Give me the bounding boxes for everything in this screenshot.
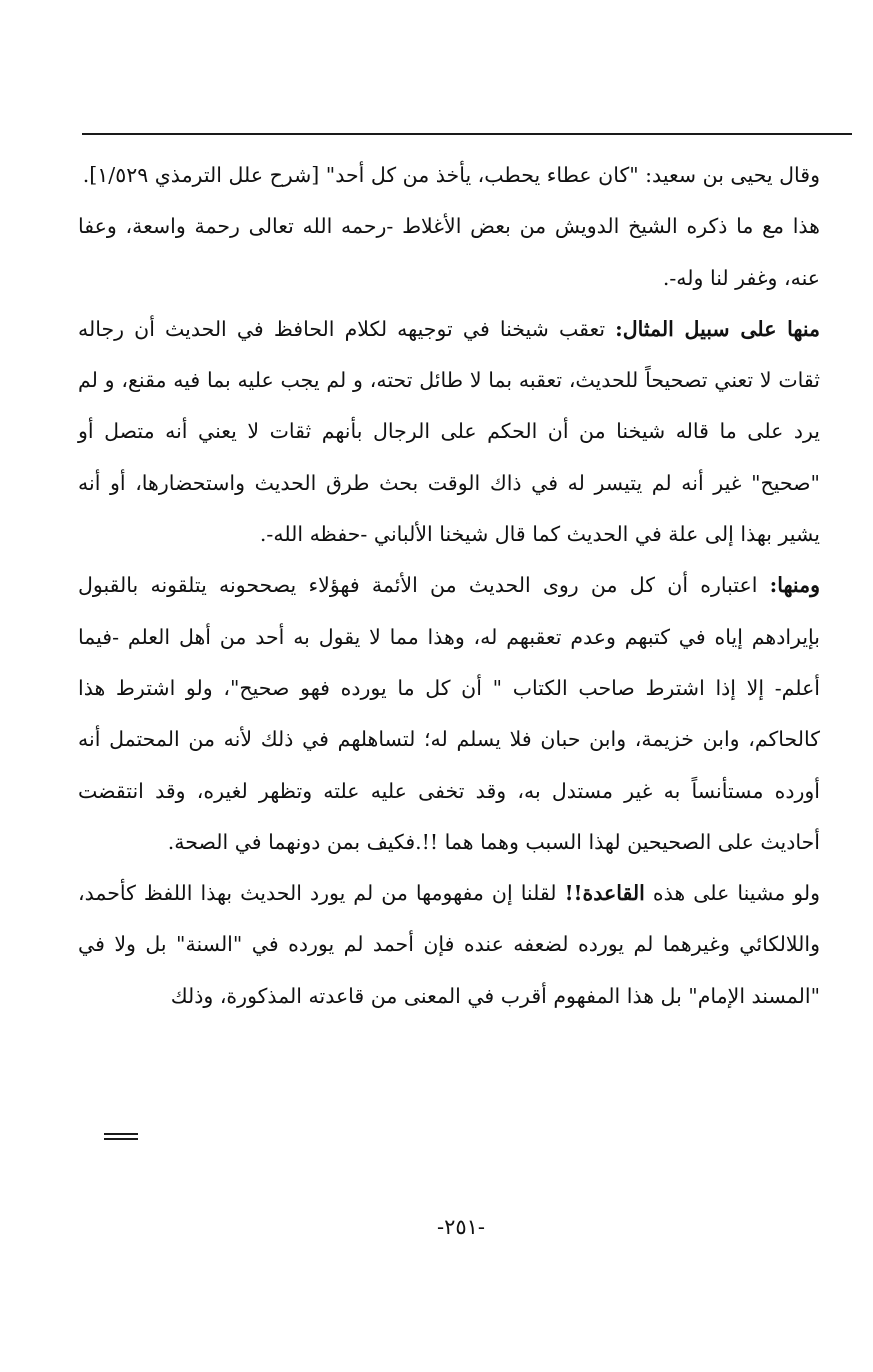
continuation-mark-line <box>104 1133 138 1135</box>
paragraph-5 <box>78 868 820 1022</box>
continuation-marks <box>104 1133 140 1145</box>
paragraph-1 <box>78 150 820 201</box>
paragraph-3-lead: منها على سبيل المثال: <box>615 316 820 341</box>
paragraph-2 <box>78 201 820 304</box>
paragraph-4-text: اعتباره أن كل من روى الحديث من الأئمة فهؤلاء يصححونه يتلقونه بالقبول بإيرادهم إياه في كتبهم وعدم تعقبهم له، وهذا مما لا يقول به أحد من أهل العلم -فيما أعلم- إلا إذا اشترط صاحب الكتاب " أن كل ما يورده فهو صحيح"، ولو اشترط هذا كالحاكم، وابن خزيمة، وابن حبان فلا يسلم له؛ لتساهلهم في ذلك لأنه من المحتمل أنه أورده مستأنساً به غير مستدل به، وقد تخفى عليه علته وتظهر لغيره، وقد انتقضت أحاديث على الصحيحين لهذا السبب وهما هما !!.فكيف بمن دونهما في الصحة. <box>78 573 820 854</box>
paragraph-2-text: هذا مع ما ذكره الشيخ الدويش من بعض الأغلاط -رحمه الله تعالى رحمة واسعة، وعفا عنه، وغفر لنا وله-. <box>78 214 820 290</box>
paragraph-5-lead: القاعدة!! <box>564 881 645 906</box>
paragraph-1-text: وقال يحيى بن سعيد: "كان عطاء يحطب، يأخذ من كل أحد" [شرح علل الترمذي ١/٥٢٩]. <box>82 163 820 187</box>
paragraph-5-text: لقلنا إن مفهومها من لم يورد الحديث بهذا اللفظ كأحمد، واللالكائي وغيرهما لم يورده لضعفه عنده فإن أحمد لم يورده في "السنة" بل ولا في "المسند الإمام" بل هذا المفهوم أقرب في المعنى من قاعدته المذكورة، وذلك <box>78 881 820 1008</box>
paragraph-3-text: تعقب شيخنا في توجيهه لكلام الحافظ في الحديث أن رجاله ثقات لا تعني تصحيحاً للحديث، تعقبه بما لا طائل تحته، و لم يجب عليه بما فيه مقنع، و لم يرد على ما قاله شيخنا من أن الحكم على الرجال بأنهم ثقات لا يعني أنه متصل أو "صحيح" غير أنه لم يتيسر له في ذاك الوقت بحث طرق الحديث واستحضارها، أو أنه يشير بهذا إلى علة في الحديث كما قال شيخنا الألباني -حفظه الله-. <box>78 316 820 547</box>
paragraph-3 <box>78 304 820 560</box>
continuation-mark-line <box>104 1138 138 1140</box>
body-text <box>78 150 820 1022</box>
paragraph-5-pre: ولو مشينا على هذه <box>644 881 821 906</box>
page-number: -٢٥١- <box>436 1215 486 1239</box>
paragraph-4-lead: ومنها: <box>769 573 820 598</box>
paragraph-4 <box>78 560 820 868</box>
header-rule <box>82 133 852 135</box>
